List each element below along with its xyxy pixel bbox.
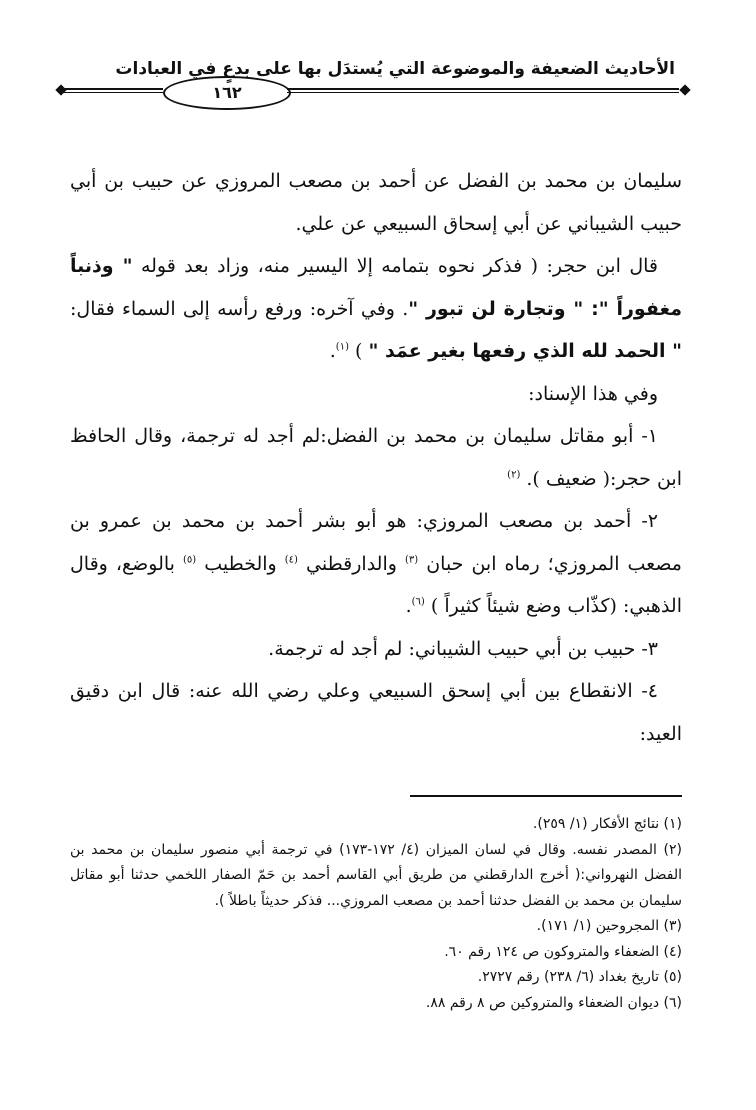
footnote-ref-3[interactable]: (٣) bbox=[404, 554, 419, 566]
p2-close: ) bbox=[355, 340, 363, 362]
header-rule-right bbox=[287, 88, 679, 93]
p2-end: . bbox=[329, 340, 336, 362]
paragraph-4 bbox=[70, 415, 682, 500]
ornament-diamond-right bbox=[679, 84, 690, 95]
footnote-3: (٣) المجروحين (١/ ١٧١). bbox=[536, 918, 682, 934]
footnote-ref-2[interactable]: (٢) bbox=[507, 469, 521, 481]
footnote-2: (٢) المصدر نفسه. وقال في لسان الميزان (٤/ ١٧٢-١٧٣) في ترجمة أبي منصور سليمان بن محمد بن الفضل النهرواني:( أخرج الدارقطني من طريق أبي القاسم أحمد بن حَمّ الصفار اللخمي حدثنا أبو مقاتل سليمان بن محمد بن الفضل حدثنا أحمد بن مصعب المروزي... فذكر حديثاً باطلاً ). bbox=[70, 841, 682, 909]
footnote-1: (١) نتائج الأفكار (١/ ٢٥٩). bbox=[532, 816, 682, 832]
page-number: ١٦٢ bbox=[163, 76, 291, 110]
p5-text-a: ٢- أحمد بن مصعب المروزي: هو أبو بشر أحمد بن محمد بن عمرو بن مصعب المروزي؛ رماه ابن حبان bbox=[70, 510, 682, 575]
p5-end: . bbox=[405, 595, 412, 617]
paragraph-3: وفي هذا الإسناد: bbox=[528, 382, 658, 405]
page-header bbox=[55, 58, 695, 118]
footnote-5: (٥) تاريخ بغداد (٦/ ٢٣٨) رقم ٢٧٢٧. bbox=[477, 969, 682, 985]
footnote-4: (٤) الضعفاء والمتروكون ص ١٢٤ رقم ٦٠. bbox=[444, 943, 682, 960]
footnotes bbox=[70, 812, 682, 1016]
p4-text: ١- أبو مقاتل سليمان بن محمد بن الفضل:لم أجد له ترجمة، وقال الحافظ ابن حجر:( ضعيف ). bbox=[70, 425, 682, 490]
main-text bbox=[70, 160, 682, 755]
running-title: الأحاديث الضعيفة والموضوعة التي يُستدَل بها على بدعٍ في العبادات bbox=[115, 59, 675, 79]
footnote-separator bbox=[410, 795, 682, 797]
footnote-ref-1[interactable]: (١) bbox=[335, 341, 349, 353]
p5-text-c: والخطيب bbox=[204, 552, 277, 575]
p2-intro: قال ابن حجر: ( فذكر نحوه بتمامه إلا اليسير منه، وزاد بعد قوله bbox=[140, 255, 658, 277]
footnote-6: (٦) ديوان الضعفاء والمتروكين ص ٨ رقم ٨٨. bbox=[425, 994, 682, 1011]
paragraph-7: ٤- الانقطاع بين أبي إسحق السبيعي وعلي رضي الله عنه: قال ابن دقيق العيد: bbox=[70, 680, 682, 745]
paragraph-1: سليمان بن محمد بن الفضل عن أحمد بن مصعب المروزي عن حبيب بن أبي حبيب الشيباني عن أبي إسحاق السبيعي عن علي. bbox=[70, 170, 682, 235]
paragraph-2 bbox=[70, 245, 682, 373]
paragraph-6: ٣- حبيب بن أبي حبيب الشيباني: لم أجد له ترجمة. bbox=[268, 637, 658, 660]
footnote-ref-4[interactable]: (٤) bbox=[284, 554, 298, 566]
paragraph-5 bbox=[70, 500, 682, 628]
p2-quote-2: " الحمد لله الذي رفعها بغير عمَد " bbox=[368, 340, 682, 362]
p2-middle: . وفي آخره: ورفع رأسه إلى السماء فقال: bbox=[70, 297, 409, 320]
header-rule-left bbox=[63, 88, 163, 93]
footnote-ref-5[interactable]: (٥) bbox=[183, 554, 197, 566]
p2-quote-1: " وذنباً مغفوراً ": " وتجارة لن تبور " bbox=[70, 255, 682, 320]
p5-text-d: بالوضع، وقال الذهبي: (كذّاب وضع شيئاً كثيراً ) bbox=[70, 552, 682, 617]
footnote-ref-6[interactable]: (٦) bbox=[411, 596, 425, 608]
p5-text-b: والدارقطني bbox=[306, 552, 397, 575]
